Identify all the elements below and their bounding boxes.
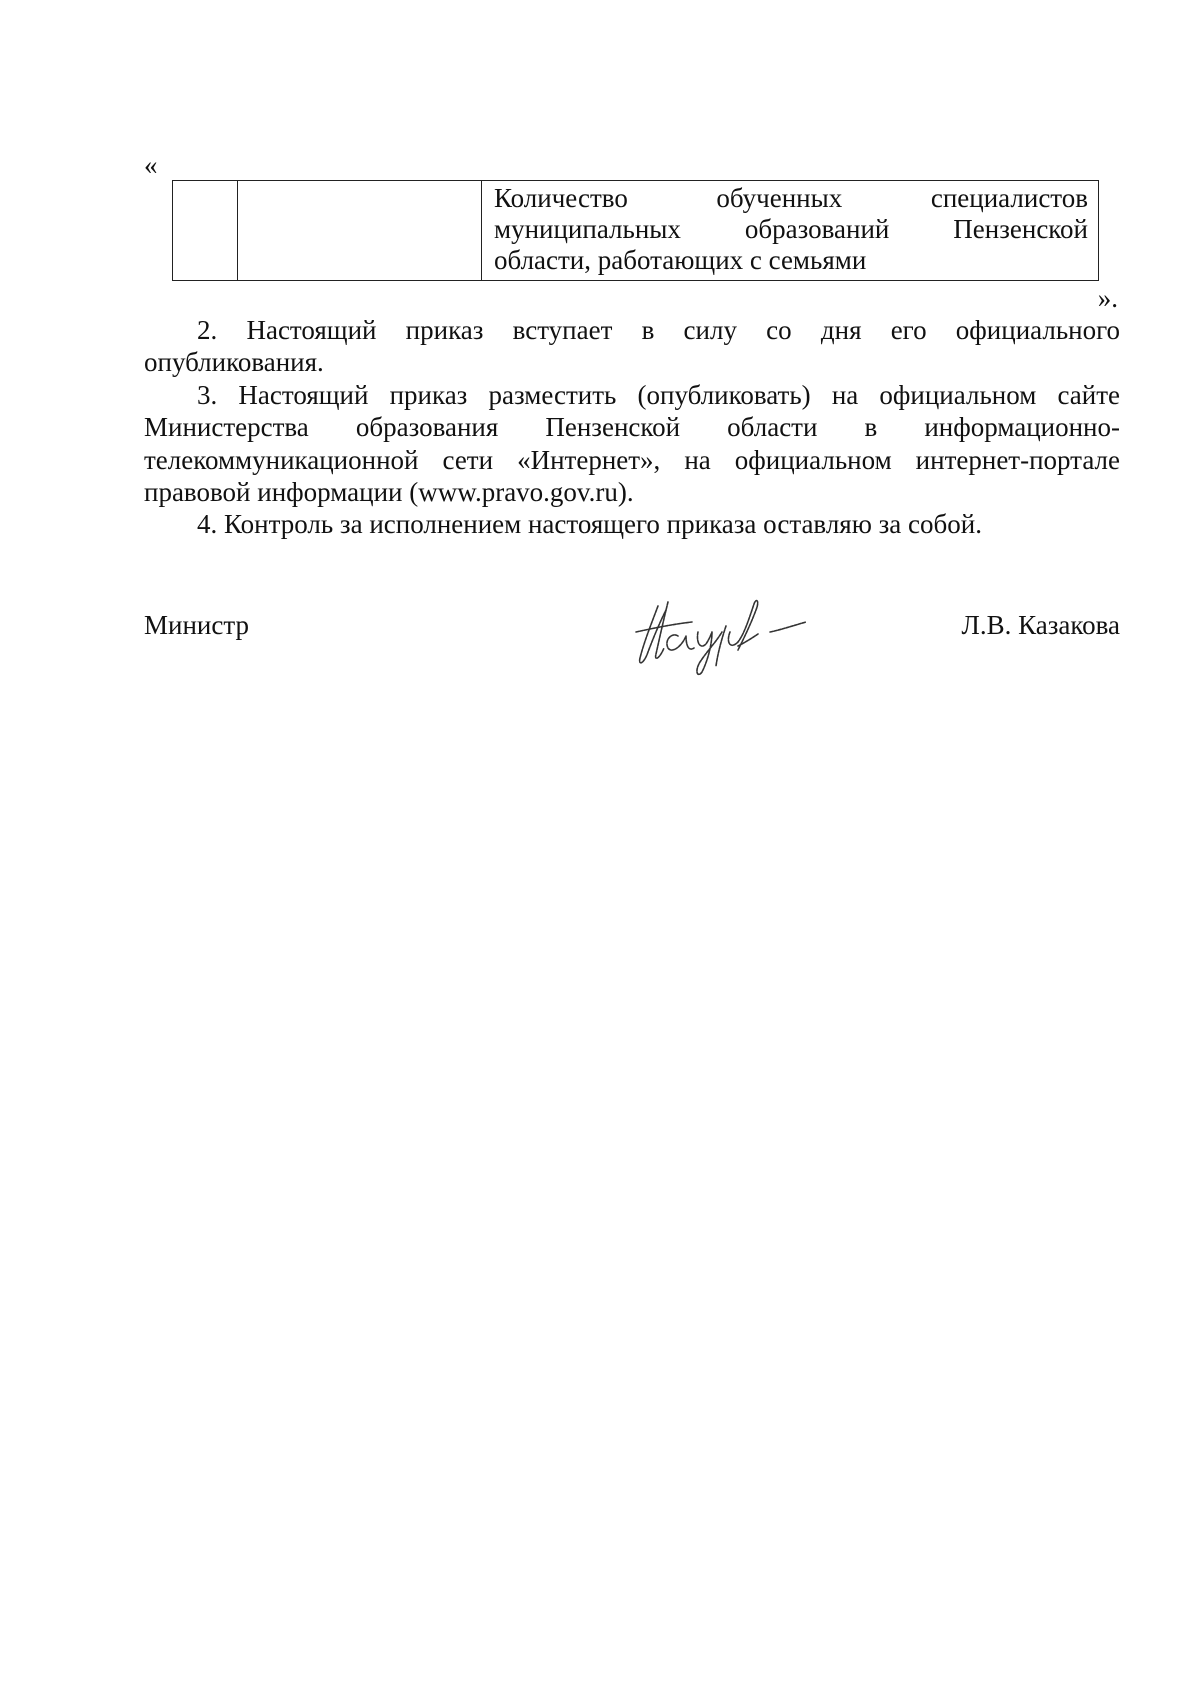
paragraph-2	[144, 314, 1120, 379]
amendment-table	[172, 180, 1099, 281]
text-line: 3. Настоящий приказ разместить (опубликовать) на официальном сайте	[197, 379, 1120, 410]
opening-quote: «	[144, 150, 158, 180]
table-cell-measure	[238, 181, 482, 281]
text-line: 2. Настоящий приказ вступает в силу со дня его официального	[197, 315, 1120, 345]
text-line: 4. Контроль за исполнением настоящего приказа оставляю за собой.	[197, 509, 982, 540]
text-line: Министерства образования Пензенской области в информационно-	[144, 412, 1120, 443]
text-line: опубликования.	[144, 347, 324, 378]
order-body	[144, 314, 1120, 541]
text-line: телекоммуникационной сети «Интернет», на официальном интернет-портале	[144, 444, 1120, 475]
handwritten-signature	[630, 592, 820, 678]
table-cell-indicator	[482, 181, 1099, 281]
indicator-line: Количество обученных специалистов	[494, 183, 1088, 213]
closing-quote: ».	[1097, 283, 1118, 313]
paragraph-4	[144, 508, 1120, 540]
indicator-line: области, работающих с семьями	[494, 245, 867, 275]
signer-position: Министр	[144, 610, 249, 640]
indicator-line: муниципальных образований Пензенской	[494, 214, 1088, 244]
signature-block	[144, 598, 1120, 688]
table-cell-number	[173, 181, 238, 281]
paragraph-3	[144, 379, 1120, 509]
signer-name: Л.В. Казакова	[961, 610, 1120, 640]
text-line: правовой информации (www.pravo.gov.ru).	[144, 477, 634, 508]
table-row	[173, 181, 1099, 281]
